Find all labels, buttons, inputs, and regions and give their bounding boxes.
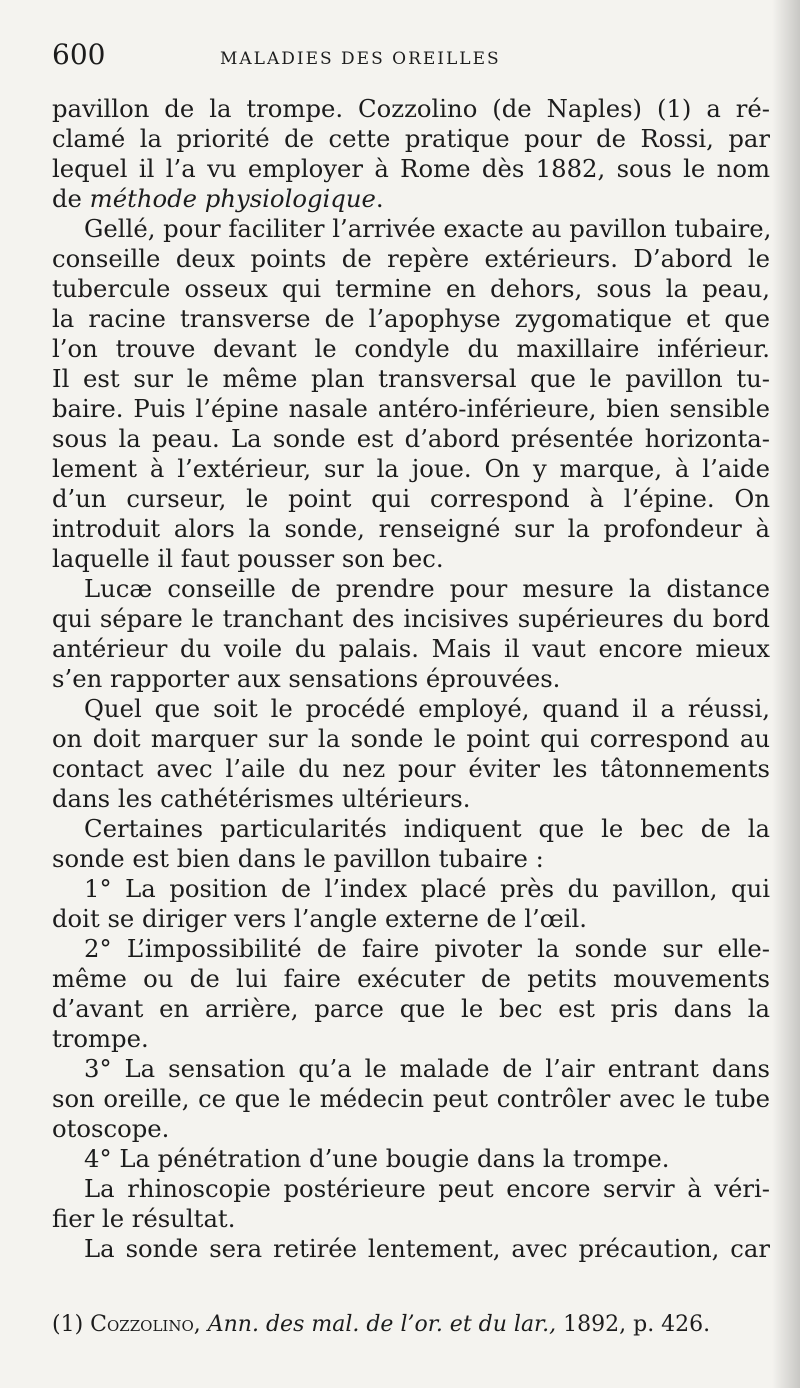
paragraph <box>52 1054 770 1144</box>
italic-term: méthode physiologique <box>89 184 376 213</box>
paragraph <box>52 934 770 1054</box>
text-line: doit se diriger vers l’angle externe de l’œil. <box>52 904 587 933</box>
text-line: lement à l’extérieur, sur la joue. On y marque, à l’aide <box>52 454 770 483</box>
text-line: tubercule osseux qui termine en dehors, sous la peau, <box>52 274 770 303</box>
text-line: dans les cathétérismes ultérieurs. <box>52 784 471 813</box>
text-line: laquelle il faut pousser son bec. <box>52 544 444 573</box>
text-line: introduit alors la sonde, renseigné sur la profondeur à <box>52 514 770 543</box>
text-line: son oreille, ce que le médecin peut contrôler avec le tube <box>52 1084 770 1113</box>
paragraph <box>52 94 770 214</box>
text-line: trompe. <box>52 1024 149 1053</box>
text-line: Gellé, pour faciliter l’arrivée exacte au pavillon tubaire, <box>84 214 772 243</box>
text-line: d’un curseur, le point qui correspond à l’épine. On <box>52 484 770 513</box>
text-line: la racine transverse de l’apophyse zygomatique et que <box>52 304 770 333</box>
text-line: même ou de lui faire exécuter de petits mouvements <box>52 964 770 993</box>
gutter-shadow <box>772 0 800 1388</box>
text-line: 1° La position de l’index placé près du pavillon, qui <box>84 874 770 903</box>
text-line: La sonde sera retirée lentement, avec précaution, car <box>84 1234 770 1263</box>
text-line: otoscope. <box>52 1114 170 1143</box>
paragraph <box>52 1174 770 1234</box>
text-line: contact avec l’aile du nez pour éviter les tâtonnements <box>52 754 770 783</box>
text-line: 3° La sensation qu’a le malade de l’air entrant dans <box>84 1054 770 1083</box>
paragraph <box>52 694 770 814</box>
text-line: pavillon de la trompe. Cozzolino (de Naples) (1) a ré- <box>52 94 770 123</box>
text-line: baire. Puis l’épine nasale antéro-inférieure, bien sensible <box>52 394 770 423</box>
text-line: Certaines particularités indiquent que le bec de la <box>84 814 770 843</box>
text-line: sonde est bien dans le pavillon tubaire : <box>52 844 544 873</box>
text-line: clamé la priorité de cette pratique pour de Rossi, par <box>52 124 770 153</box>
text-line: Lucæ conseille de prendre pour mesure la distance <box>84 574 770 603</box>
text-fragment: de <box>52 184 90 213</box>
text-line: 2° L’impossibilité de faire pivoter la sonde sur elle- <box>84 934 770 963</box>
body-text <box>52 94 770 1264</box>
footnote-citation: 1892, p. 426. <box>563 1312 711 1337</box>
paragraph <box>52 574 770 694</box>
text-line: qui sépare le tranchant des incisives supérieures du bord <box>52 604 770 633</box>
text-line: La rhinoscopie postérieure peut encore servir à véri- <box>84 1174 770 1203</box>
text-line: Il est sur le même plan transversal que le pavillon tu- <box>52 364 770 393</box>
text-line: d’avant en arrière, parce que le bec est pris dans la <box>52 994 770 1023</box>
footnote-mark: (1) <box>52 1312 84 1337</box>
paragraph <box>52 214 770 574</box>
text-line: 4° La pénétration d’une bougie dans la trompe. <box>84 1144 670 1173</box>
text-fragment: . <box>375 184 384 213</box>
footnote-journal: Ann. des mal. de l’or. et du lar., <box>207 1312 557 1337</box>
text-line: s’en rapporter aux sensations éprouvées. <box>52 664 561 693</box>
text-line: fier le résultat. <box>52 1204 236 1233</box>
footnote <box>52 1310 770 1340</box>
text-line: lequel il l’a vu employer à Rome dès 1882, sous le nom <box>52 154 770 183</box>
text-line: antérieur du voile du palais. Mais il vaut encore mieux <box>52 634 770 663</box>
text-line: sous la peau. La sonde est d’abord présentée horizonta- <box>52 424 770 453</box>
footnote-author: Cozzolino, <box>90 1312 201 1337</box>
paragraph <box>52 1234 770 1264</box>
paragraph <box>52 874 770 934</box>
text-line: on doit marquer sur la sonde le point qui correspond au <box>52 724 770 753</box>
text-line: conseille deux points de repère extérieurs. D’abord le <box>52 244 770 273</box>
text-line: Quel que soit le procédé employé, quand il a réussi, <box>84 694 770 723</box>
page-number: 600 <box>52 38 106 71</box>
book-page <box>52 38 770 1358</box>
running-title: MALADIES DES OREILLES <box>220 49 501 69</box>
page-header <box>52 38 770 76</box>
text-line <box>52 184 770 214</box>
paragraph <box>52 1144 770 1174</box>
text-line: l’on trouve devant le condyle du maxillaire inférieur. <box>52 334 770 363</box>
paragraph <box>52 814 770 874</box>
